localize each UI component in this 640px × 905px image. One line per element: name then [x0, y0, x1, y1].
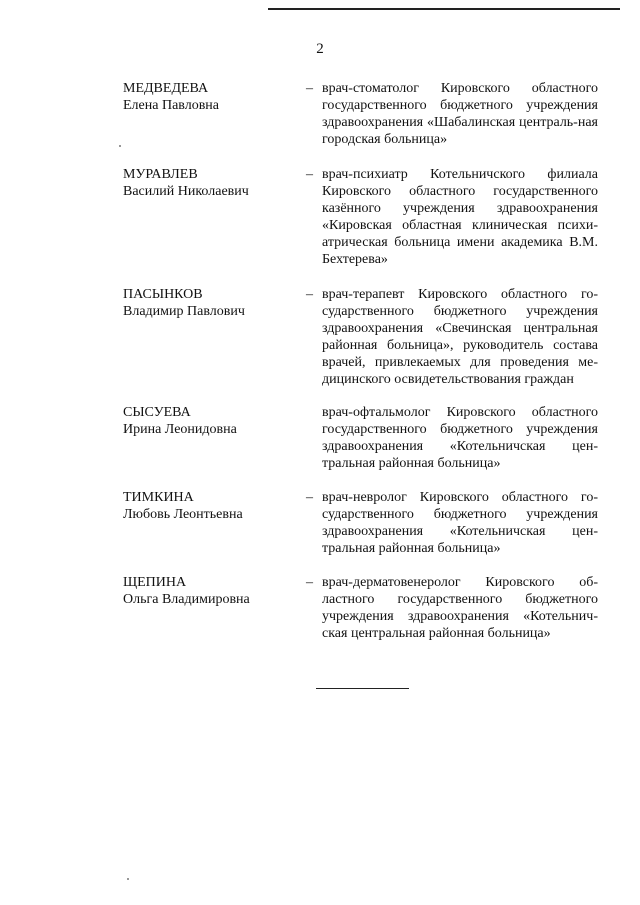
given-names: Ольга Владимировна	[123, 592, 250, 607]
position-description: врач-невролог Кировского областного го-сударственного бюджетного учреждения здравоохранения «Котельничская цен-тральная районная больница»	[322, 490, 598, 556]
position-description: врач-дерматовенеролог Кировского об-ластного государственного бюджетного учреждения здравоохранения «Котельнич-ская центральная районная больница»	[322, 575, 598, 641]
surname: ЩЕПИНА	[123, 575, 187, 590]
dash: –	[306, 575, 313, 590]
surname: МУРАВЛЕВ	[123, 167, 198, 182]
page-number: 2	[316, 41, 324, 57]
dash: –	[306, 490, 313, 505]
person-name	[123, 80, 293, 114]
given-names: Елена Павловна	[123, 98, 220, 113]
given-names: Ирина Леонидовна	[123, 422, 237, 437]
dash: –	[306, 287, 313, 302]
closing-rule	[316, 688, 409, 689]
person-name	[123, 404, 293, 438]
surname: ПАСЫНКОВ	[123, 287, 203, 302]
person-name	[123, 489, 293, 523]
scan-speck	[119, 145, 121, 147]
dash: –	[306, 81, 313, 96]
surname: ТИМКИНА	[123, 490, 194, 505]
person-name	[123, 166, 293, 200]
dash: –	[306, 167, 313, 182]
person-name	[123, 286, 293, 320]
given-names: Любовь Леонтьевна	[123, 507, 243, 522]
given-names: Василий Николаевич	[123, 184, 249, 199]
surname: МЕДВЕДЕВА	[123, 81, 209, 96]
position-description: врач-офтальмолог Кировского областного государственного бюджетного учреждения здравоохранения «Котельничская цен-тральная районная больница»	[322, 405, 598, 471]
position-description: врач-терапевт Кировского областного го-сударственного бюджетного учреждения здравоохранения «Свечинская центральная районная больница», руководитель состава врачей, привлекаемых для проведения ме-дицинского освидетельствования граждан	[322, 287, 598, 387]
person-name	[123, 574, 293, 608]
scan-speck	[127, 878, 129, 880]
surname: СЫСУЕВА	[123, 405, 191, 420]
position-description: врач-психиатр Котельничского филиала Кировского областного государственного казённого учреждения здравоохранения «Кировская областная клиническая психи-атрическая больница имени академика В.М. Бехтерева»	[322, 167, 598, 267]
top-rule	[268, 8, 620, 10]
position-description: врач-стоматолог Кировского областного государственного бюджетного учреждения здравоохранения «Шабалинская централь-ная городская больница»	[322, 81, 598, 147]
given-names: Владимир Павлович	[123, 304, 245, 319]
